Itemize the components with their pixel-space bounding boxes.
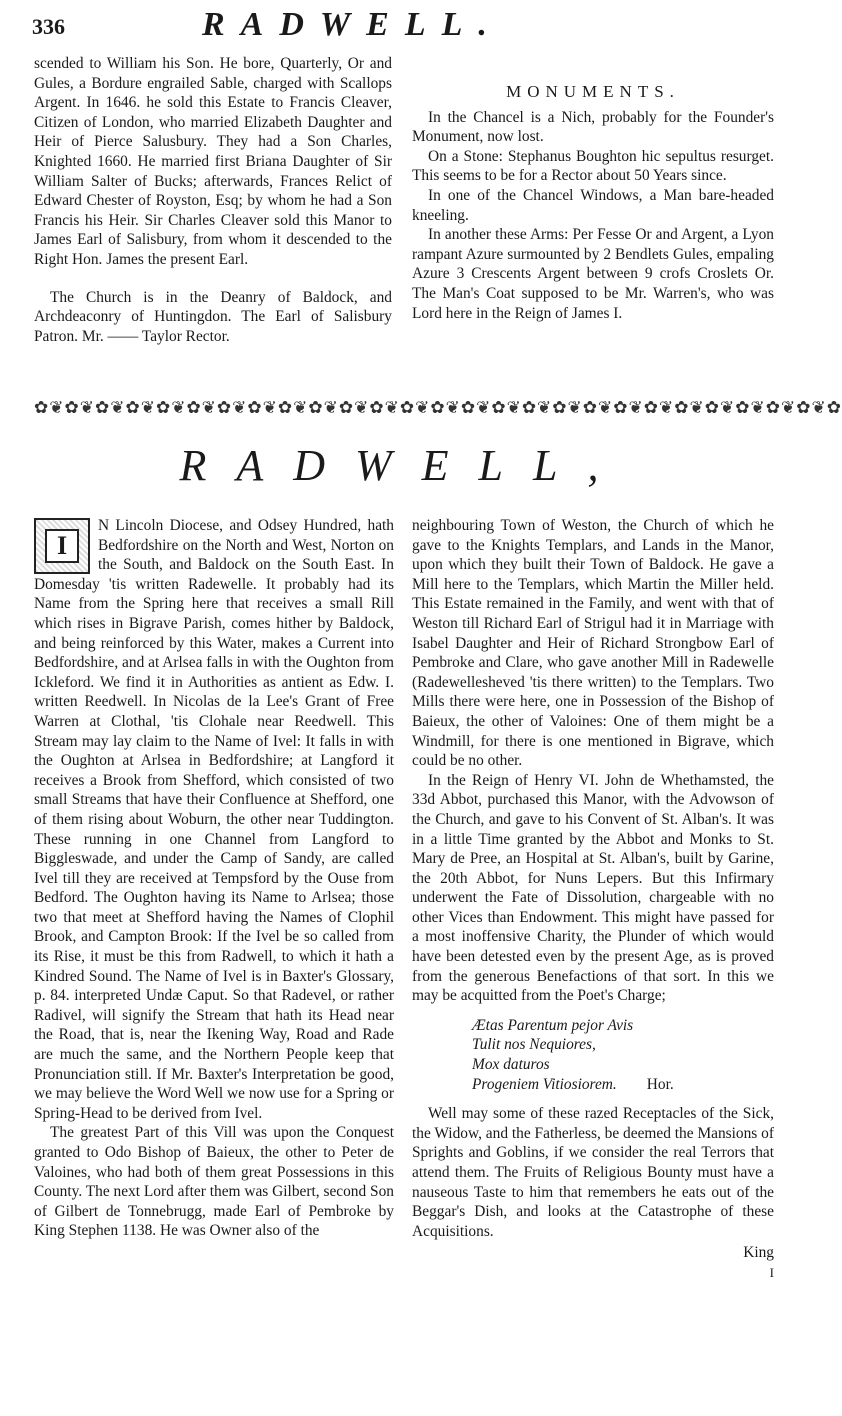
drop-cap: I (45, 529, 79, 563)
paragraph: The greatest Part of this Vill was upon the Conquest granted to Odo Bishop of Baieux, the other to Peter de Valoines, who had both of them great Possessions in this County. The next Lord after them was Gilbert, second Son of Gilbert de Tonnebrugg, made Earl of Pembroke by King Stephen 1138. He was Owner also of the (34, 1124, 394, 1240)
paragraph: neighbouring Town of Weston, the Church of which he gave to the Knights Templars, and Lands in the Manor, upon which they built their Town of Baldock. He gave a Mill here to the Templars, which Martin the Miller held. This Estate remained in the Family, and went with that of Weston till Richard Earl of Strigul had it in Marriage with Isabel Daughter and Heir of Richard Strongbow Earl of Pembroke and Clare, who gave another Mill in Radewelle (Radewellesheved 'tis there written) to the Templars. Two Mills there were here, one in Possession of the Bishop of Baieux, the other of Valoines: One of them might be a Windmill, for there is one mentioned in Bigrave, which could be no other. (412, 517, 774, 770)
section-title: RADWELL, (179, 441, 629, 490)
monuments-column (412, 54, 774, 323)
drop-cap-frame (34, 518, 90, 574)
running-head: RADWELL. (202, 6, 503, 43)
quote-line (472, 1075, 774, 1095)
latin-quotation (412, 1016, 774, 1094)
top-left-column (34, 54, 392, 346)
bottom-right-column (412, 516, 774, 1283)
paragraph: Well may some of these razed Receptacles of the Sick, the Widow, and the Fatherless, be deemed the Mansions of Sprights and Goblins, if we consider the real Terrors that attend them. The Fruits of Religious Bounty must have a nauseous Taste to him that remembers he eats out of the Beggar's Dish, and looks at the Catastrophe of these Acquisitions. (412, 1105, 774, 1240)
paragraph: In one of the Chancel Windows, a Man bare-headed kneeling. (412, 186, 774, 224)
quote-line: Mox daturos (472, 1056, 550, 1074)
bottom-left-column (34, 516, 394, 1241)
paragraph: In the Reign of Henry VI. John de Whethamsted, the 33d Abbot, purchased this Manor, with the Advowson of the Church, and gave to his Convent of St. Alban's. It was in a little Time granted by the Abbot and Monks to St. Mary de Pree, an Hospital at St. Alban's, built by Garine, the 20th Abbot, for Nuns Lepers. But this Infirmary underwent the Fate of Dissolution, chargeable with no other Vices than Endowment. This might have passed for a most inoffensive Charity, the Plunder of which would have been detested even by the present Age, as is proved from the generous Benefactions of that sort. In this we may be acquitted from the Poet's Charge; (412, 771, 774, 1005)
paragraph: scended to William his Son. He bore, Quarterly, Or and Gules, a Bordure engrailed Sable, charged with Scallops Argent. In 1646. he sold this Estate to Francis Cleaver, Citizen of London, who married Elizabeth Daughter and Heir of Pierce Salusbury. They had a Son Charles, Knighted 1660. He married first Briana Daughter of Sir William Salter of Bucks; afterwards, Frances Relict of Edward Chester of Royston, Esq; by whom he had a Son Francis his Heir. Sir Charles Cleaver sold this Manor to James Earl of Salisbury, from whom it descended to the Right Hon. James the present Earl. (34, 55, 392, 268)
signature-mark: I (769, 1264, 774, 1280)
page-number: 336 (32, 14, 65, 39)
decorative-ornament-band: ✿❦✿❦✿❦✿❦✿❦✿❦✿❦✿❦✿❦✿❦✿❦✿❦✿❦✿❦✿❦✿❦✿❦✿❦✿❦✿❦✿❦✿❦✿❦✿❦✿❦✿❦✿ (34, 398, 842, 417)
catchword: King (743, 1244, 774, 1262)
paragraph: In another these Arms: Per Fesse Or and Argent, a Lyon rampant Azure surmounted by 2 Bendlets Gules, empaling Azure 3 Crescents Argent between 9 crofs Croslets Or. The Man's Coat supposed to be Mr. Warren's, who was Lord here in the Reign of James I. (412, 226, 774, 322)
page-header (32, 6, 772, 46)
paragraph: In the Chancel is a Nich, probably for the Founder's Monument, now lost. (412, 108, 774, 146)
monuments-heading: MONUMENTS. (506, 82, 680, 101)
quote-attribution: Hor. (646, 1075, 674, 1093)
paragraph: N Lincoln Diocese, and Odsey Hundred, hath Bedfordshire on the North and West, Norton on the South, and Baldock on the South East. In Domesday 'tis written Radewelle. It probably had its Name from the Spring here that receives a small Rill which rises in Bigrave Parish, comes hither by Baldock, and being reinforced by this Water, makes a Current into Bedfordshire, and at Arlsea falls in with the Oughton from Ickleford. We find it in Authorities as antient as Edw. I. written Reedwell. In Nicolas de la Lee's Grant of Free Warren at Clothal, 'tis Clohale near Reedwell. This Stream may lay claim to the Name of Ivel: It falls in with the Oughton at Arlsea in Bedfordshire; at Langford it receives a Brook from Shefford, which consisted of two small Streams that have their Confluence at Shefford, one of them rising about Woburn, the other near Tuddington. These running in one Channel from Langford to Biggleswade, and under the Camp of Sandy, are called Ivel till they are received at Tempsford by the Ouse from Bedford. The Oughton having its Name to Arlsea; those two that meet at Shefford having the Names of Clophil Brook, and Campton Brook: If the Ivel be so called from its Rise, it must be this from Radwell, to which it hath a Kindred Sound. The Name of Ivel is in Baxter's Glossary, p. 84. interpreted Undæ Caput. So that Radevel, or rather Radivel, will signify the Stream that hath its Head near the Road, that is, near the Ikening Way, Road and Rade are much the same, and the Northern People keep that Pronunciation still. If Mr. Baxter's Interpretation be good, we may believe the Word Well we now use for a Spring or Spring-Head to be derived from Ivel. (34, 517, 394, 1122)
paragraph: On a Stone: Stephanus Boughton hic sepultus resurget. This seems to be for a Rector about 50 Years since. (412, 147, 774, 185)
quote-line: Tulit nos Nequiores, (472, 1036, 596, 1054)
quote-line: Ætas Parentum pejor Avis (472, 1016, 634, 1034)
paragraph: The Church is in the Deanry of Baldock, and Archdeaconry of Huntingdon. The Earl of Salisbury Patron. Mr. —— Taylor Rector. (34, 288, 392, 345)
quote-text: Progeniem Vitiosiorem. (472, 1075, 617, 1093)
